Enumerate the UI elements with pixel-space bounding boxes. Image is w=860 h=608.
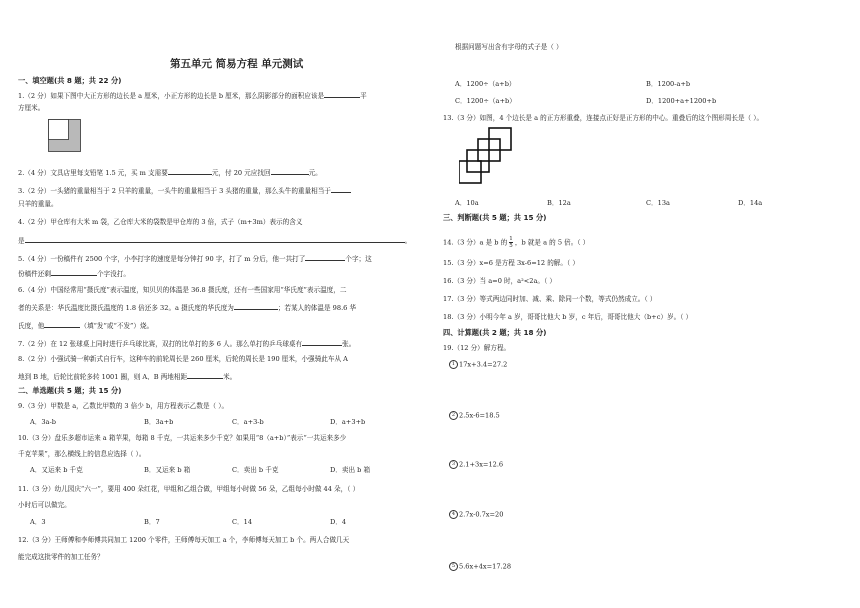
question-6: 6.（4 分）中国经常用“摄氏度”表示温度，知贝贝的体温是 36.8 摄氏度，还有一些国家用“华氏度”表示温度，二 xyxy=(18,286,347,294)
q9-option-b[interactable]: B．3a+b xyxy=(144,418,174,426)
q2-blank-2[interactable] xyxy=(271,167,309,175)
q12-option-a[interactable]: A．1200÷（a+b） xyxy=(455,80,516,88)
question-5 xyxy=(18,253,372,264)
q5-text-4: 个字没打。 xyxy=(96,270,130,278)
page-title: 第五单元 简易方程 单元测试 xyxy=(170,58,304,70)
q19-equation-4 xyxy=(449,510,503,520)
q12-option-c[interactable]: C．1200÷（a+b） xyxy=(455,97,516,105)
q5-text: 5.（4 分）一份稿件有 2500 个字，小李打字的速度是每分钟打 90 字，打了 m 分后，他一共打了 xyxy=(18,255,306,263)
q14-denominator: 5 xyxy=(509,243,513,249)
q11-line-2: 小时后可以做完。 xyxy=(18,501,71,509)
q19-number-4: 4 xyxy=(449,510,458,519)
q6-text-4: 氏度，他 xyxy=(18,322,45,330)
q14-numerator: 1 xyxy=(509,236,513,242)
q19-equation-2 xyxy=(449,411,500,421)
q10-option-b[interactable]: B．又运来 b 箱 xyxy=(144,466,191,474)
q2-text-2: 元，付 20 元应找回 xyxy=(211,169,271,177)
q4-text-2: 。 xyxy=(404,237,412,245)
q6-text-3: ；若某人的体温是 98.6 华 xyxy=(277,304,357,312)
q19-equation-3 xyxy=(449,460,503,470)
q10-line-2: 千克苹果”，那么横线上的信息应选择（ ）。 xyxy=(18,450,146,458)
q12-line-3: 根据问题写出含有字母的式子是（ ） xyxy=(455,43,563,51)
q14-fraction xyxy=(509,236,513,249)
q14-text-2: ，b 就是 a 的 5 倍。（ ） xyxy=(514,238,590,247)
q9-option-d[interactable]: D．a+3+b xyxy=(330,418,366,426)
q13-option-b[interactable]: B．12a xyxy=(547,199,571,207)
q5-line-2 xyxy=(18,268,130,279)
q19-eq-4: 2.7x-0.7x=20 xyxy=(459,510,504,519)
q9-option-a[interactable]: A．3a-b xyxy=(30,418,56,426)
q4-text: 是 xyxy=(18,237,25,245)
q7-blank[interactable] xyxy=(302,338,342,346)
question-2 xyxy=(18,167,322,178)
q11-option-b[interactable]: B．7 xyxy=(144,518,160,526)
question-1 xyxy=(18,90,367,101)
q8-text-3: 米。 xyxy=(223,373,237,381)
question-11: 11.（3 分）幼儿园庆“六一”，要用 400 朵红花，甲组和乙组合做，甲组每小时做 56 朵，乙组每小时做 44 朵，（ ） xyxy=(18,485,360,493)
q19-eq-3: 2.1+3x=12.6 xyxy=(459,460,504,469)
q2-text: 2.（4 分）文具店里每支铅笔 1.5 元，买 m 支需要 xyxy=(18,169,168,177)
q3-line-2: 只羊的重量。 xyxy=(18,200,58,208)
q19-eq-2: 2.5x-6=18.5 xyxy=(459,411,500,420)
q10-option-c[interactable]: C．卖出 b 千克 xyxy=(232,466,279,474)
question-10: 10.（3 分）盘乐多超市运来 a 箱苹果，每箱 8 千克，一共运来多少千克？如果用“8（a+b）”表示“一共运来多少 xyxy=(18,434,347,442)
question-17: 17.（3 分）等式两边同时加、减、乘、除同一个数，等式仍然成立。（ ） xyxy=(443,295,657,303)
question-7 xyxy=(18,338,355,349)
q5-blank-1[interactable] xyxy=(305,253,345,261)
q2-text-3: 元。 xyxy=(308,169,322,177)
q2-blank-1[interactable] xyxy=(168,167,212,175)
q9-option-c[interactable]: C．a+3-b xyxy=(232,418,264,426)
section-calc-heading: 四、计算题(共 2 题；共 18 分) xyxy=(443,328,547,337)
q13-option-a[interactable]: A．10a xyxy=(455,199,479,207)
q4-line-2 xyxy=(18,235,411,246)
q6-text-2: 者的关系是：华氏温度比摄氏温度的 1.8 倍还多 32。a 摄氏度的华氏度为 xyxy=(18,304,234,312)
q5-text-2: 个字；这 xyxy=(345,255,372,263)
q13-overlapping-squares-figure xyxy=(459,125,515,187)
q19-number-5: 5 xyxy=(449,562,458,571)
q6-text-5: （填“发”或“不发”）烧。 xyxy=(80,322,154,330)
q6-blank-2[interactable] xyxy=(44,320,80,328)
q3-text: 3.（2 分）一头猪的重量相当于 2 只羊的重量，一头牛的重量相当于 3 头猪的重量，那么头牛的重量相当于 xyxy=(18,187,331,195)
q13-option-d[interactable]: D．14a xyxy=(738,199,763,207)
q19-eq-1: 17x+3.4=27.2 xyxy=(459,360,508,369)
question-8: 8.（2 分）小强试骑一种新式自行车，这种车的前轮周长是 260 厘米，后轮的周长是 190 厘米，小强骑此车从 A xyxy=(18,355,348,363)
q19-number-3: 3 xyxy=(449,460,458,469)
q10-option-a[interactable]: A．又运来 b 千克 xyxy=(30,466,83,474)
question-3 xyxy=(18,185,351,196)
q19-number-1: 1 xyxy=(449,360,458,369)
question-12: 12.（3 分）王师傅和李师傅共同加工 1200 个零件，王师傅每天加工 a 个，李师傅每天加工 b 个。两人合做几天 xyxy=(18,536,350,544)
q11-option-d[interactable]: D．4 xyxy=(330,518,347,526)
q11-option-a[interactable]: A．3 xyxy=(30,518,46,526)
q19-equation-5 xyxy=(449,562,511,572)
q1-text: 1.（2 分）如果下图中大正方形的边长是 a 厘米，小正方形的边长是 b 厘米，那么阴影部分的面积应该是 xyxy=(18,92,325,100)
q1-answer-blank[interactable] xyxy=(324,90,360,98)
question-16: 16.（3 分）当 a=0 时，a²<2a。（ ） xyxy=(443,277,556,285)
section-judge-heading: 三、判断题(共 5 题；共 15 分) xyxy=(443,213,547,222)
q12-line-2: 能完成这批零件的加工任务？ xyxy=(18,553,104,561)
question-14 xyxy=(443,236,589,249)
question-18: 18.（3 分）小明今年 a 岁，哥哥比他大 b 岁，c 年后，哥哥比他大（b+c）岁。（ ） xyxy=(443,313,693,321)
section-choice-heading: 二、单选题(共 5 题；共 15 分) xyxy=(18,386,122,395)
q6-blank-1[interactable] xyxy=(234,302,278,310)
q4-blank[interactable] xyxy=(25,235,405,243)
q1-text-2: 平 xyxy=(360,92,367,100)
q6-line-3 xyxy=(18,320,153,331)
q14-text: 14.（3 分）a 是 b 的 xyxy=(443,238,508,247)
question-19: 19.（12 分）解方程。 xyxy=(443,344,511,352)
q12-option-b[interactable]: B．1200-a+b xyxy=(646,80,691,88)
q7-text-2: 张。 xyxy=(342,340,356,348)
q19-eq-5: 5.6x+4x=17.28 xyxy=(459,562,512,571)
q19-number-2: 2 xyxy=(449,411,458,420)
q5-blank-2[interactable] xyxy=(51,268,97,276)
q8-line-2 xyxy=(18,371,236,382)
section-fill-heading: 一、填空题(共 8 题；共 22 分) xyxy=(18,76,122,85)
q10-option-d[interactable]: D．卖出 b 箱 xyxy=(330,466,371,474)
question-4: 4.（2 分）甲仓库有大米 m 袋，乙仓库大米的袋数是甲仓库的 3 倍，式子（m+3m）表示的含义 xyxy=(18,218,303,226)
q11-option-c[interactable]: C．14 xyxy=(232,518,253,526)
q8-text-2: 地到 B 地，后轮比前轮多转 1001 圈，则 A、B 两地相距 xyxy=(18,373,188,381)
q1-squares-figure xyxy=(48,119,82,153)
q19-equation-1 xyxy=(449,360,507,370)
q6-line-2 xyxy=(18,302,356,313)
question-13: 13.（3 分）如图，4 个边长是 a 的正方形重叠，连接点正好是正方形的中心。重叠后的这个图形周长是（ ）。 xyxy=(443,114,764,122)
q7-text: 7.（2 分）在 12 张球桌上同时进行乒乓球比赛，双打的比单打的多 6 人。那么单打的乒乓球桌有 xyxy=(18,340,303,348)
q1-line-2: 方厘米。 xyxy=(18,104,45,112)
q8-blank[interactable] xyxy=(187,371,223,379)
q1-small-square xyxy=(49,120,69,140)
question-15: 15.（3 分）x=6 是方程 3x-6=12 的解。（ ） xyxy=(443,259,579,267)
q13-option-c[interactable]: C．13a xyxy=(646,199,670,207)
q12-option-d[interactable]: D．1200+a+1200+b xyxy=(646,97,717,105)
q5-text-3: 份稿件还剩 xyxy=(18,270,51,278)
q3-blank[interactable] xyxy=(331,185,351,193)
question-9: 9.（3 分）甲数是 a，乙数比甲数的 3 倍少 b，用方程表示乙数是（ ）。 xyxy=(18,402,229,410)
